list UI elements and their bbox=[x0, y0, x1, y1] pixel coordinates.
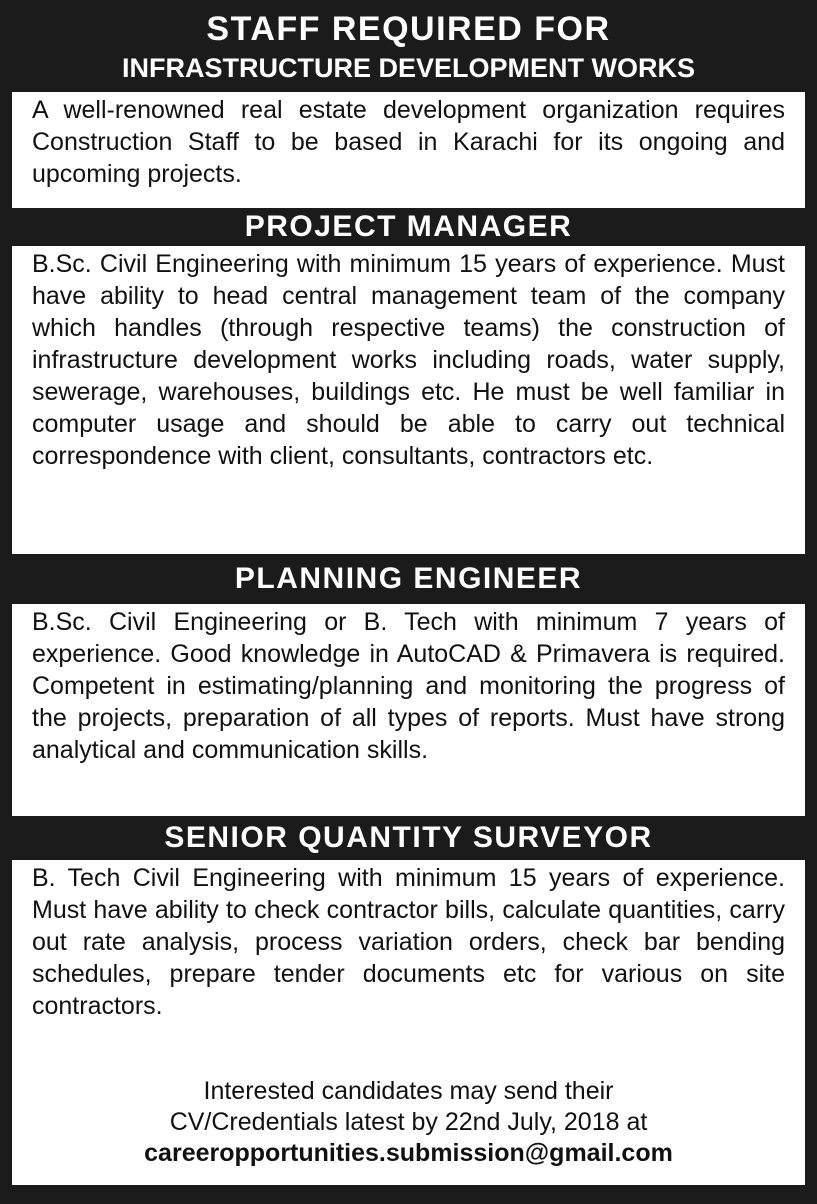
footer-line-2: CV/Credentials latest by 22nd July, 2018 at bbox=[169, 1108, 648, 1136]
application-instructions bbox=[12, 1070, 805, 1185]
position-title-planning-engineer: PLANNING ENGINEER bbox=[234, 562, 583, 595]
position-description-planning-engineer: B.Sc. Civil Engineering or B. Tech with minimum 7 years of experience. Good knowledge in AutoCAD & Primavera is required. Competent in estimating/planning and monitoring the progress of the projects, preparation of all types of reports. Must have strong analytical and communication skills. bbox=[12, 604, 805, 816]
ad-title: STAFF REQUIRED FOR bbox=[206, 10, 611, 48]
position-description-project-manager: B.Sc. Civil Engineering with minimum 15 years of experience. Must have ability to head central management team of the company which handles (through respective teams) the construction of infrastructure development works including roads, water supply, sewerage, warehouses, buildings etc. He must be well familiar in computer usage and should be able to carry out technical correspondence with client, consultants, contractors etc. bbox=[12, 246, 805, 554]
footer-line-1: Interested candidates may send their bbox=[203, 1077, 614, 1105]
position-description-senior-quantity-surveyor: B. Tech Civil Engineering with minimum 15 years of experience. Must have ability to check contractor bills, calculate quantities, carry out rate analysis, process variation orders, check bar bending schedules, prepare tender documents etc for various on site contractors. bbox=[12, 860, 805, 1070]
ad-subtitle: INFRASTRUCTURE DEVELOPMENT WORKS bbox=[122, 53, 695, 83]
contact-email: careeropportunities.submission@gmail.com bbox=[144, 1139, 673, 1167]
position-title-senior-quantity-surveyor: SENIOR QUANTITY SURVEYOR bbox=[164, 821, 653, 854]
intro-text: A well-renowned real estate development organization requires Construction Staff to be based in Karachi for its ongoing and upcoming projects. bbox=[12, 92, 805, 208]
position-title-project-manager: PROJECT MANAGER bbox=[244, 210, 573, 243]
